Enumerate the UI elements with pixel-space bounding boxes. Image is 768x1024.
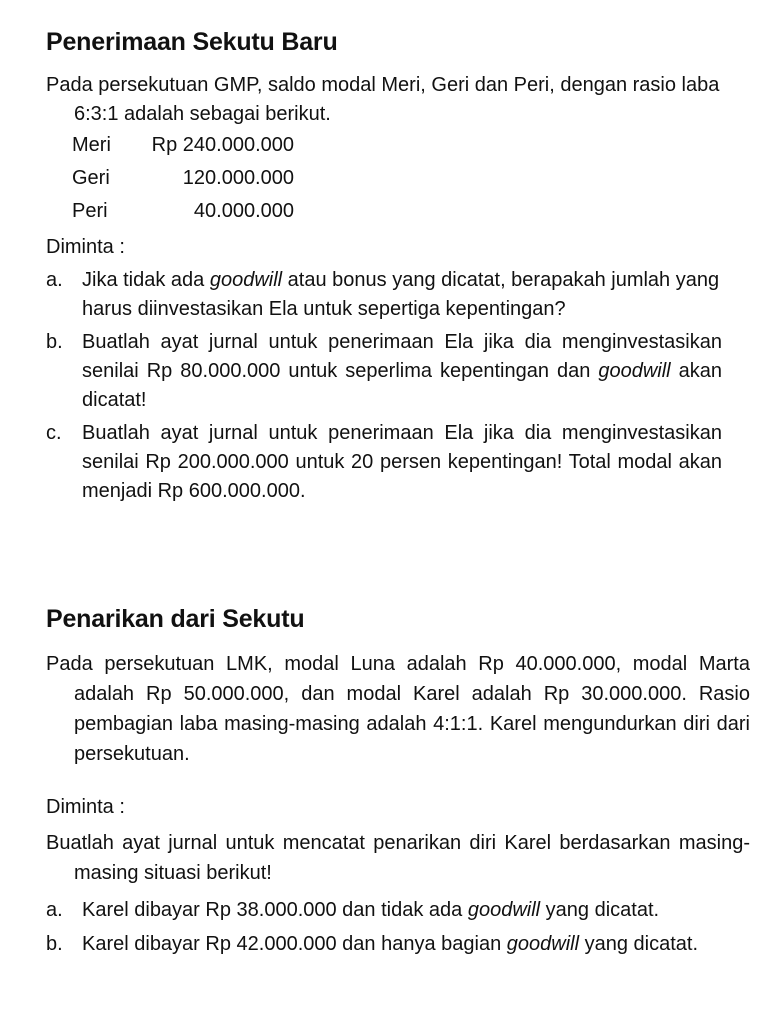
list-item-text — [82, 328, 722, 415]
list-marker: b. — [46, 331, 63, 353]
section2-asked-label: Diminta : — [46, 796, 125, 818]
section-title-penarikan: Penarikan dari Sekutu — [46, 605, 305, 633]
section1-question-list — [46, 266, 722, 506]
text-segment: atau bonus yang dicatat, berapakah jumlah yang harus diinvestasikan Ela untuk sepertiga kepentingan? — [82, 269, 720, 320]
list-marker: a. — [46, 899, 63, 921]
list-marker: b. — [46, 933, 63, 955]
text-segment: Karel dibayar Rp 42.000.000 dan hanya bagian — [82, 933, 507, 955]
section2-intro: Pada persekutuan LMK, modal Luna adalah Rp 40.000.000, modal Marta adalah Rp 50.000.000, dan modal Karel adalah Rp 30.000.000. Rasio pembagian laba masing-masing adalah 4:1:1. Karel mengundurkan diri dari persekutuan. — [46, 653, 750, 765]
text-segment: Jika tidak ada — [82, 269, 210, 291]
section2-instruction: Buatlah ayat jurnal untuk mencatat penarikan diri Karel berdasarkan masing-masing situasi berikut! — [46, 832, 750, 884]
list-item-text — [82, 895, 722, 925]
section1-asked-label: Diminta : — [46, 236, 125, 258]
partner-capital: 120.000.000 — [182, 167, 294, 189]
emphasis-text: goodwill — [467, 899, 541, 921]
text-segment: akan dicatat! — [82, 360, 722, 411]
partner-name: Geri — [72, 167, 110, 189]
list-item-text: Buatlah ayat jurnal untuk penerimaan Ela jika dia menginvestasikan senilai Rp 200.000.000 untuk 20 persen kepentingan! Total modal akan menjadi Rp 600.000.000. — [82, 422, 722, 502]
capital-row — [72, 200, 294, 233]
list-item-text — [82, 929, 722, 959]
emphasis-text: goodwill — [506, 933, 580, 955]
emphasis-text: goodwill — [209, 269, 283, 291]
list-marker: a. — [46, 269, 63, 291]
list-item — [46, 419, 722, 506]
text-segment: yang dicatat. — [540, 899, 660, 921]
capital-row — [72, 167, 294, 200]
list-item-text — [82, 266, 722, 324]
list-marker: c. — [46, 422, 62, 444]
partner-name: Peri — [72, 200, 108, 222]
text-segment: yang dicatat. — [579, 933, 698, 955]
partner-capital: 40.000.000 — [193, 200, 294, 222]
partner-name: Meri — [72, 134, 111, 156]
text-segment: Karel dibayar Rp 38.000.000 dan tidak ada — [82, 899, 468, 921]
section-title-penerimaan: Penerimaan Sekutu Baru — [46, 28, 338, 56]
text-segment: Buatlah ayat jurnal untuk penerimaan Ela jika dia menginvestasikan senilai Rp 80.000.000 untuk seperlima kepentingan dan — [82, 331, 722, 382]
emphasis-text: goodwill — [598, 360, 671, 382]
partner-capital: Rp 240.000.000 — [151, 134, 294, 156]
list-item — [46, 328, 722, 415]
list-item — [46, 266, 722, 324]
capital-row — [72, 134, 294, 167]
capital-table — [72, 134, 294, 233]
section2-situation-list — [46, 895, 722, 959]
section1-intro: Pada persekutuan GMP, saldo modal Meri, Geri dan Peri, dengan rasio laba 6:3:1 adalah sebagai berikut. — [46, 74, 720, 125]
list-item — [46, 895, 722, 925]
list-item — [46, 929, 722, 959]
